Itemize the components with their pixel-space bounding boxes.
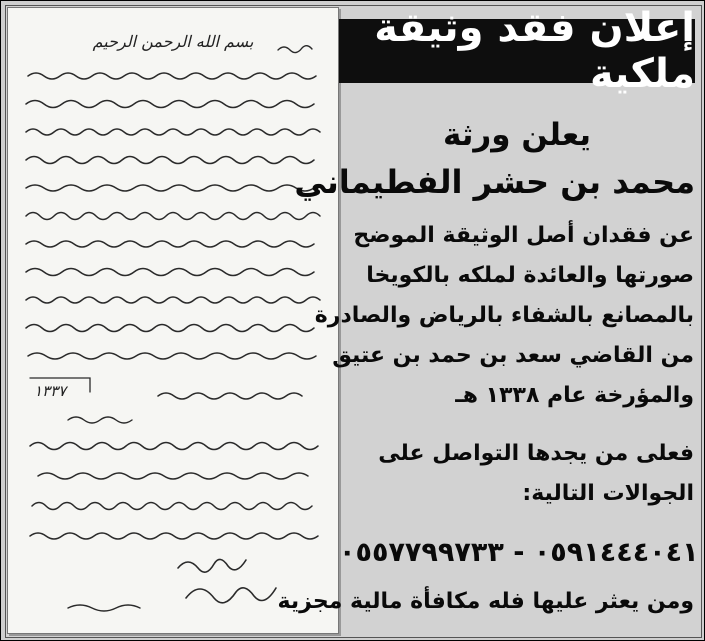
reward-note: ومن يعثر عليها فله مكافأة مالية مجزية xyxy=(277,589,694,614)
owner-name: محمد بن حشر الفطيماني xyxy=(294,163,695,201)
body-line: والمؤرخة عام ١٣٣٨ هـ xyxy=(455,383,694,408)
body-line: بالمصانع بالشفاء بالرياض والصادرة xyxy=(314,303,694,328)
body-line: فعلى من يجدها التواصل على xyxy=(378,441,694,466)
announcer-text: يعلن ورثة xyxy=(442,117,592,153)
body-line: صورتها والعائدة لملكه بالكويخا xyxy=(366,263,694,288)
deed-year: ١٣٣٧ xyxy=(34,382,67,400)
body-line: الجوالات التالية: xyxy=(522,481,694,506)
ad-title-banner: إعلان فقد وثيقة ملكية xyxy=(339,19,695,83)
phone-numbers: ٠٥٩١٤٤٤٠٤١ - ٠٥٥٧٧٩٩٧٣٣ xyxy=(339,537,699,568)
scanned-deed-image xyxy=(7,7,339,634)
body-line: عن فقدان أصل الوثيقة الموضح xyxy=(353,223,694,248)
handwriting-scribbles xyxy=(8,8,338,633)
deed-heading: بسم الله الرحمن الرحيم xyxy=(92,32,254,51)
body-line: من القاضي سعد بن حمد بن عتيق xyxy=(332,343,694,368)
